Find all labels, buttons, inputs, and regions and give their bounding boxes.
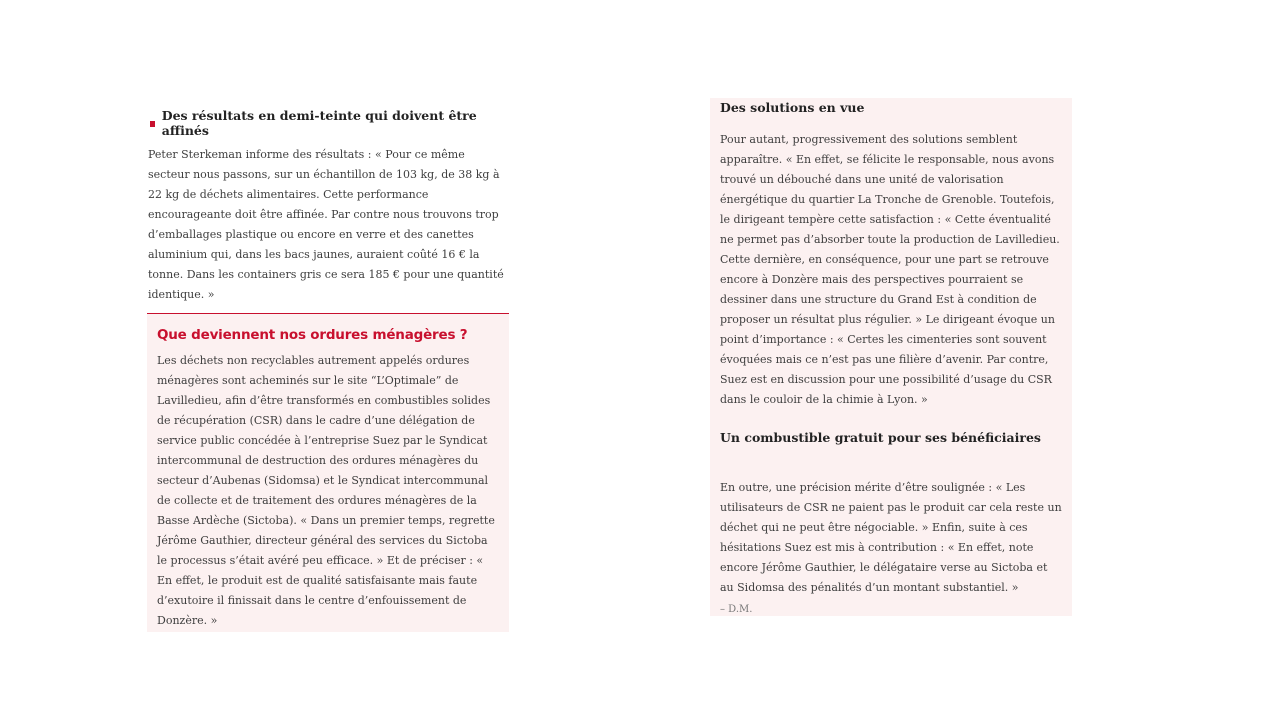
square-bullet-icon (150, 121, 155, 127)
author-signature: – D.M. (720, 604, 753, 615)
combustible-paragraph: En outre, une précision mérite d’être soulignée : « Les utilisateurs de CSR ne paient pas le produit car cela reste un déchet qui ne peut être négociable. » Enfin, suite à ces hésitations Suez est mis à contribution : « En effet, note encore Jérôme Gauthier, le délégataire verse au Sictoba et au Sidomsa des pénalités d’un montant substantiel. » (720, 481, 1062, 594)
left-column (147, 108, 509, 305)
section-heading-text: Des résultats en demi-teinte qui doivent être affinés (161, 108, 477, 138)
box-title: Que deviennent nos ordures ménagères ? (157, 327, 468, 343)
sidebar-box-solutions (710, 98, 1072, 616)
solutions-paragraph: Pour autant, progressivement des solutions semblent apparaître. « En effet, se félicite le responsable, nous avons trouvé un débouché dans une unité de valorisation énergétique du quartier La Tronche de Grenoble. Toutefois, le dirigeant tempère cette satisfaction : « Cette éventualité ne permet pas d’absorber toute la production de Lavilledieu. Cette dernière, en conséquence, pour une part se retrouve encore à Donzère mais des perspectives pourraient se dessiner dans une structure du Grand Est à condition de proposer un résultat plus régulier. » Le dirigeant évoque un point d’importance : « Certes les cimenteries sont souvent évoquées mais ce n’est pas une filière d’avenir. Par contre, Suez est en discussion pour une possibilité d’usage du CSR dans le couloir de la chimie à Lyon. » (720, 133, 1060, 406)
combustible-heading: Un combustible gratuit pour ses bénéficiaires (720, 430, 1041, 445)
solutions-heading: Des solutions en vue (720, 100, 865, 115)
sidebar-box-ordures (147, 313, 509, 632)
results-paragraph: Peter Sterkeman informe des résultats : « Pour ce même secteur nous passons, sur un échantillon de 103 kg, de 38 kg à 22 kg de déchets alimentaires. Cette performance encourageante doit être affinée. Par contre nous trouvons trop d’emballages plastique ou encore en verre et des canettes aluminium qui, dans les bacs jaunes, auraient coûté 16 € la tonne. Dans les containers gris ce sera 185 € pour une quantité identique. » (148, 148, 504, 301)
box-paragraph: Les déchets non recyclables autrement appelés ordures ménagères sont acheminés sur le site “L’Optimale” de Lavilledieu, afin d’être transformés en combustibles solides de récupération (CSR) dans le cadre d’une délégation de service public concédée à l’entreprise Suez par le Syndicat intercommunal de destruction des ordures ménagères du secteur d’Aubenas (Sidomsa) et le Syndicat intercommunal de collecte et de traitement des ordures ménagères de la Basse Ardèche (Sictoba). « Dans un premier temps, regrette Jérôme Gauthier, directeur général des services du Sictoba le processus s’était avéré peu efficace. » Et de préciser : « En effet, le produit est de qualité satisfaisante mais faute d’exutoire il finissait dans le centre d’enfouissement de Donzère. » (157, 354, 495, 627)
section-heading (147, 108, 509, 138)
